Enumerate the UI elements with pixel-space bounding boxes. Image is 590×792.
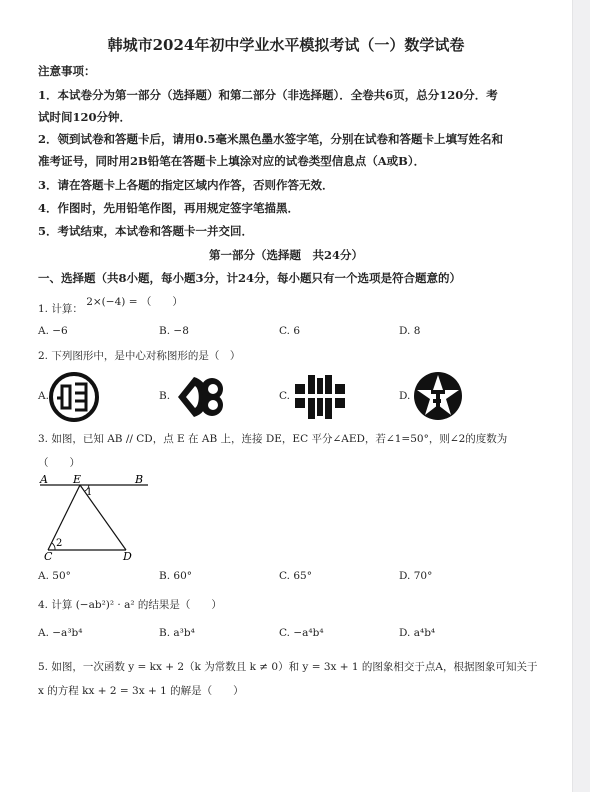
logo-star-icon[interactable]	[412, 370, 464, 422]
q4-option-b[interactable]: B. a³b⁴	[159, 627, 195, 639]
q4-option-a[interactable]: A. −a³b⁴	[38, 627, 83, 639]
q2-label-b[interactable]: B.	[159, 390, 171, 402]
q3-option-a[interactable]: A. 50°	[38, 570, 71, 582]
q1-option-a[interactable]: A. −6	[38, 325, 68, 337]
segment-ec	[48, 485, 80, 550]
notice-line-2: 试时间120分钟．	[38, 110, 132, 124]
angle-2-label: 2	[56, 538, 63, 549]
section-one-heading: 一、选择题（共8小题，每小题3分，计24分，每小题只有一个选项是符合题意的）	[38, 271, 462, 285]
page-title: 韩城市2024年初中学业水平模拟考试（一）数学试卷	[107, 36, 465, 54]
q3-stem-line-1: 3. 如图，已知 AB // CD，点 E 在 AB 上，连接 DE，EC 平分∠AED，若∠1=50°，则∠2的度数为	[38, 433, 508, 445]
logo-swirl-icon[interactable]	[172, 372, 232, 422]
logo-circle-icon[interactable]	[48, 371, 100, 423]
q1-option-b[interactable]: B. −8	[159, 325, 189, 337]
q1-stem-prefix: 1. 计算：	[38, 303, 83, 315]
q2-stem: 2. 下列图形中，是中心对称图形的是（ ）	[38, 350, 241, 362]
q2-label-d[interactable]: D.	[399, 390, 411, 402]
q4-option-d[interactable]: D. a⁴b⁴	[399, 627, 436, 639]
vertical-scrollbar[interactable]	[572, 0, 590, 792]
angle-1-label: 1	[86, 487, 93, 498]
q2-label-a[interactable]: A.	[38, 390, 49, 402]
notice-line-3: 2．领到试卷和答题卡后，请用0.5毫米黑色墨水签字笔，分别在试卷和答题卡上填写姓名和	[38, 132, 504, 146]
q1-option-d[interactable]: D. 8	[399, 325, 421, 337]
q4-stem: 4. 计算 (−ab²)² · a² 的结果是（ ）	[38, 599, 222, 611]
part-one-heading: 第一部分（选择题 共24分）	[208, 248, 363, 262]
notice-line-6: 4．作图时，先用铅笔作图，再用规定签字笔描黑．	[38, 201, 299, 215]
q5-stem-line-2: x 的方程 kx + 2 = 3x + 1 的解是（ ）	[38, 685, 244, 697]
point-b-label: B	[135, 473, 144, 486]
q3-option-b[interactable]: B. 60°	[159, 570, 193, 582]
notice-line-1: 1．本试卷分为第一部分（选择题）和第二部分（非选择题）．全卷共6页，总分120分．考	[38, 88, 498, 102]
notice-heading: 注意事项：	[38, 64, 96, 78]
angle-2-arc	[52, 543, 55, 550]
q1-option-c[interactable]: C. 6	[279, 325, 301, 337]
point-e-label: E	[73, 473, 82, 486]
notice-line-5: 3．请在答题卡上各题的指定区域内作答，否则作答无效．	[38, 178, 334, 192]
q4-option-c[interactable]: C. −a⁴b⁴	[279, 627, 324, 639]
q3-stem-line-2: （ ）	[38, 457, 80, 469]
q3-geometry-figure	[36, 472, 156, 564]
q1-expression: 2×(−4) = （ ）	[86, 296, 183, 308]
point-a-label: A	[40, 473, 48, 486]
q3-option-c[interactable]: C. 65°	[279, 570, 312, 582]
logo-pillars-icon[interactable]	[291, 372, 349, 422]
q5-stem-line-1: 5. 如图，一次函数 y = kx + 2（k 为常数且 k ≠ 0）和 y = 3x + 1 的图象相交于点A，根据图象可知关于	[38, 661, 538, 673]
point-c-label: C	[44, 550, 53, 563]
point-d-label: D	[123, 550, 132, 563]
q3-option-d[interactable]: D. 70°	[399, 570, 433, 582]
q1-stem	[38, 296, 183, 316]
notice-line-7: 5．考试结束，本试卷和答题卡一并交回．	[38, 224, 253, 238]
q2-label-c[interactable]: C.	[279, 390, 290, 402]
notice-line-4: 准考证号，同时用2B铅笔在答题卡上填涂对应的试卷类型信息点（A或B）．	[38, 154, 426, 168]
